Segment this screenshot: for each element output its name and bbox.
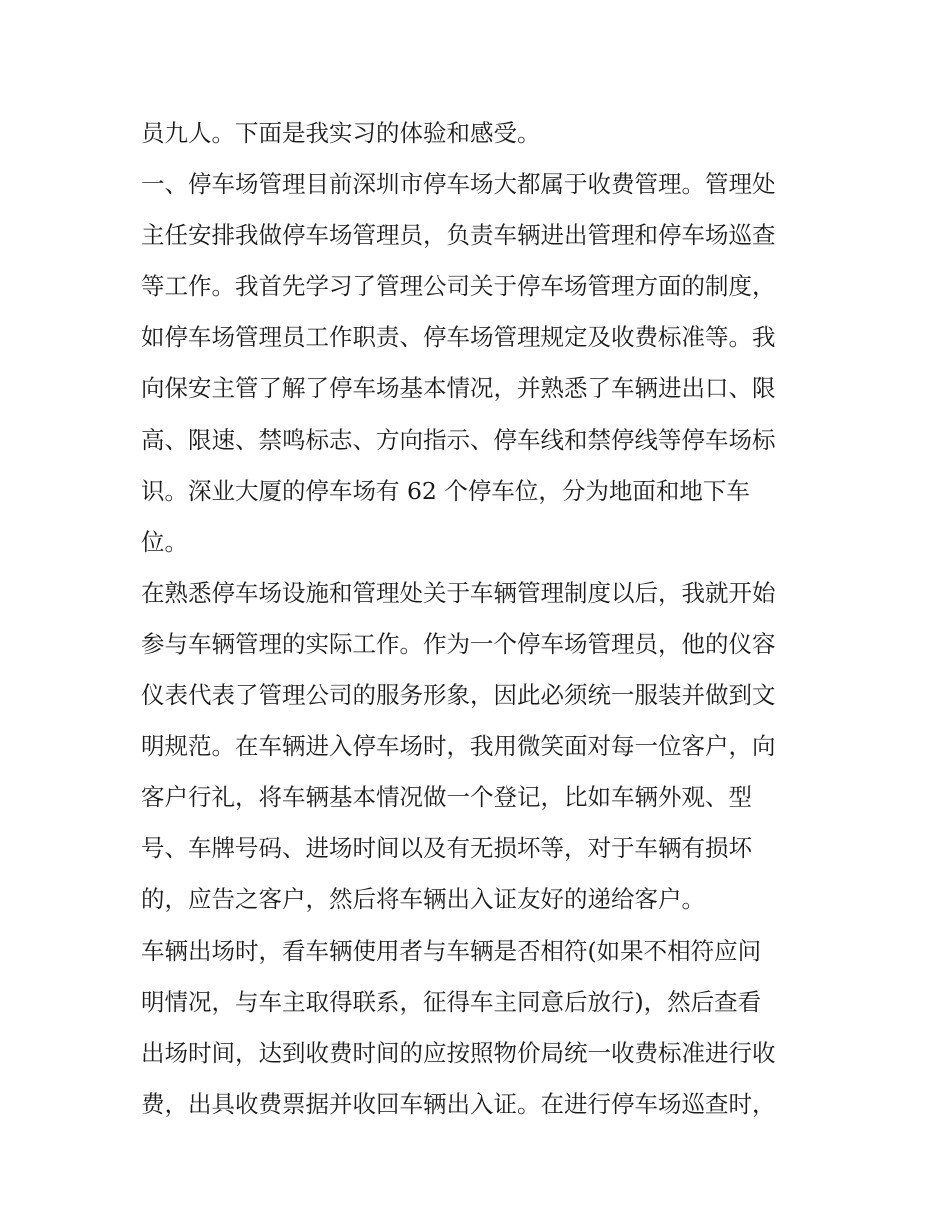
- text-line: 号、车牌号码、进场时间以及有无损坏等，对于车辆有损坏: [141, 834, 752, 863]
- text-line: 仪表代表了管理公司的服务形象，因此必须统一服装并做到文: [141, 681, 776, 710]
- text-line: 向保安主管了解了停车场基本情况，并熟悉了车辆进出口、限: [141, 374, 776, 403]
- document-body: [141, 108, 821, 1130]
- text-line: 明规范。在车辆进入停车场时，我用微笑面对每一位客户，向: [141, 732, 776, 761]
- text-line: 出场时间，达到收费时间的应按照物价局统一收费标准进行收: [141, 1038, 776, 1067]
- text-line: 员九人。下面是我实习的体验和感受。: [141, 119, 541, 147]
- text-line: 明情况，与车主取得联系，征得车主同意后放行)，然后查看: [141, 987, 762, 1016]
- text-line: 参与车辆管理的实际工作。作为一个停车场管理员，他的仪容: [141, 629, 776, 658]
- text-line: 在熟悉停车场设施和管理处关于车辆管理制度以后，我就开始: [141, 578, 776, 607]
- text-line: 如停车场管理员工作职责、停车场管理规定及收费标准等。我: [141, 323, 776, 352]
- text-line: 费，出具收费票据并收回车辆出入证。在进行停车场巡查时，: [141, 1089, 776, 1118]
- text-line: 一、停车场管理目前深圳市停车场大都属于收费管理。管理处: [141, 170, 776, 199]
- text-line: 位。: [141, 527, 188, 556]
- text-line: 客户行礼，将车辆基本情况做一个登记，比如车辆外观、型: [141, 783, 752, 812]
- text-line: 高、限速、禁鸣标志、方向指示、停车线和禁停线等停车场标: [141, 425, 776, 454]
- text-line: 等工作。我首先学习了管理公司关于停车场管理方面的制度，: [141, 272, 776, 301]
- text-line: 的，应告之客户，然后将车辆出入证友好的递给客户。: [141, 885, 705, 914]
- text-line: 车辆出场时，看车辆使用者与车辆是否相符(如果不相符应问: [141, 936, 762, 965]
- text-line: 识。深业大厦的停车场有 62 个停车位，分为地面和地下车: [141, 476, 750, 505]
- text-line: 主任安排我做停车场管理员，负责车辆进出管理和停车场巡查: [141, 221, 776, 250]
